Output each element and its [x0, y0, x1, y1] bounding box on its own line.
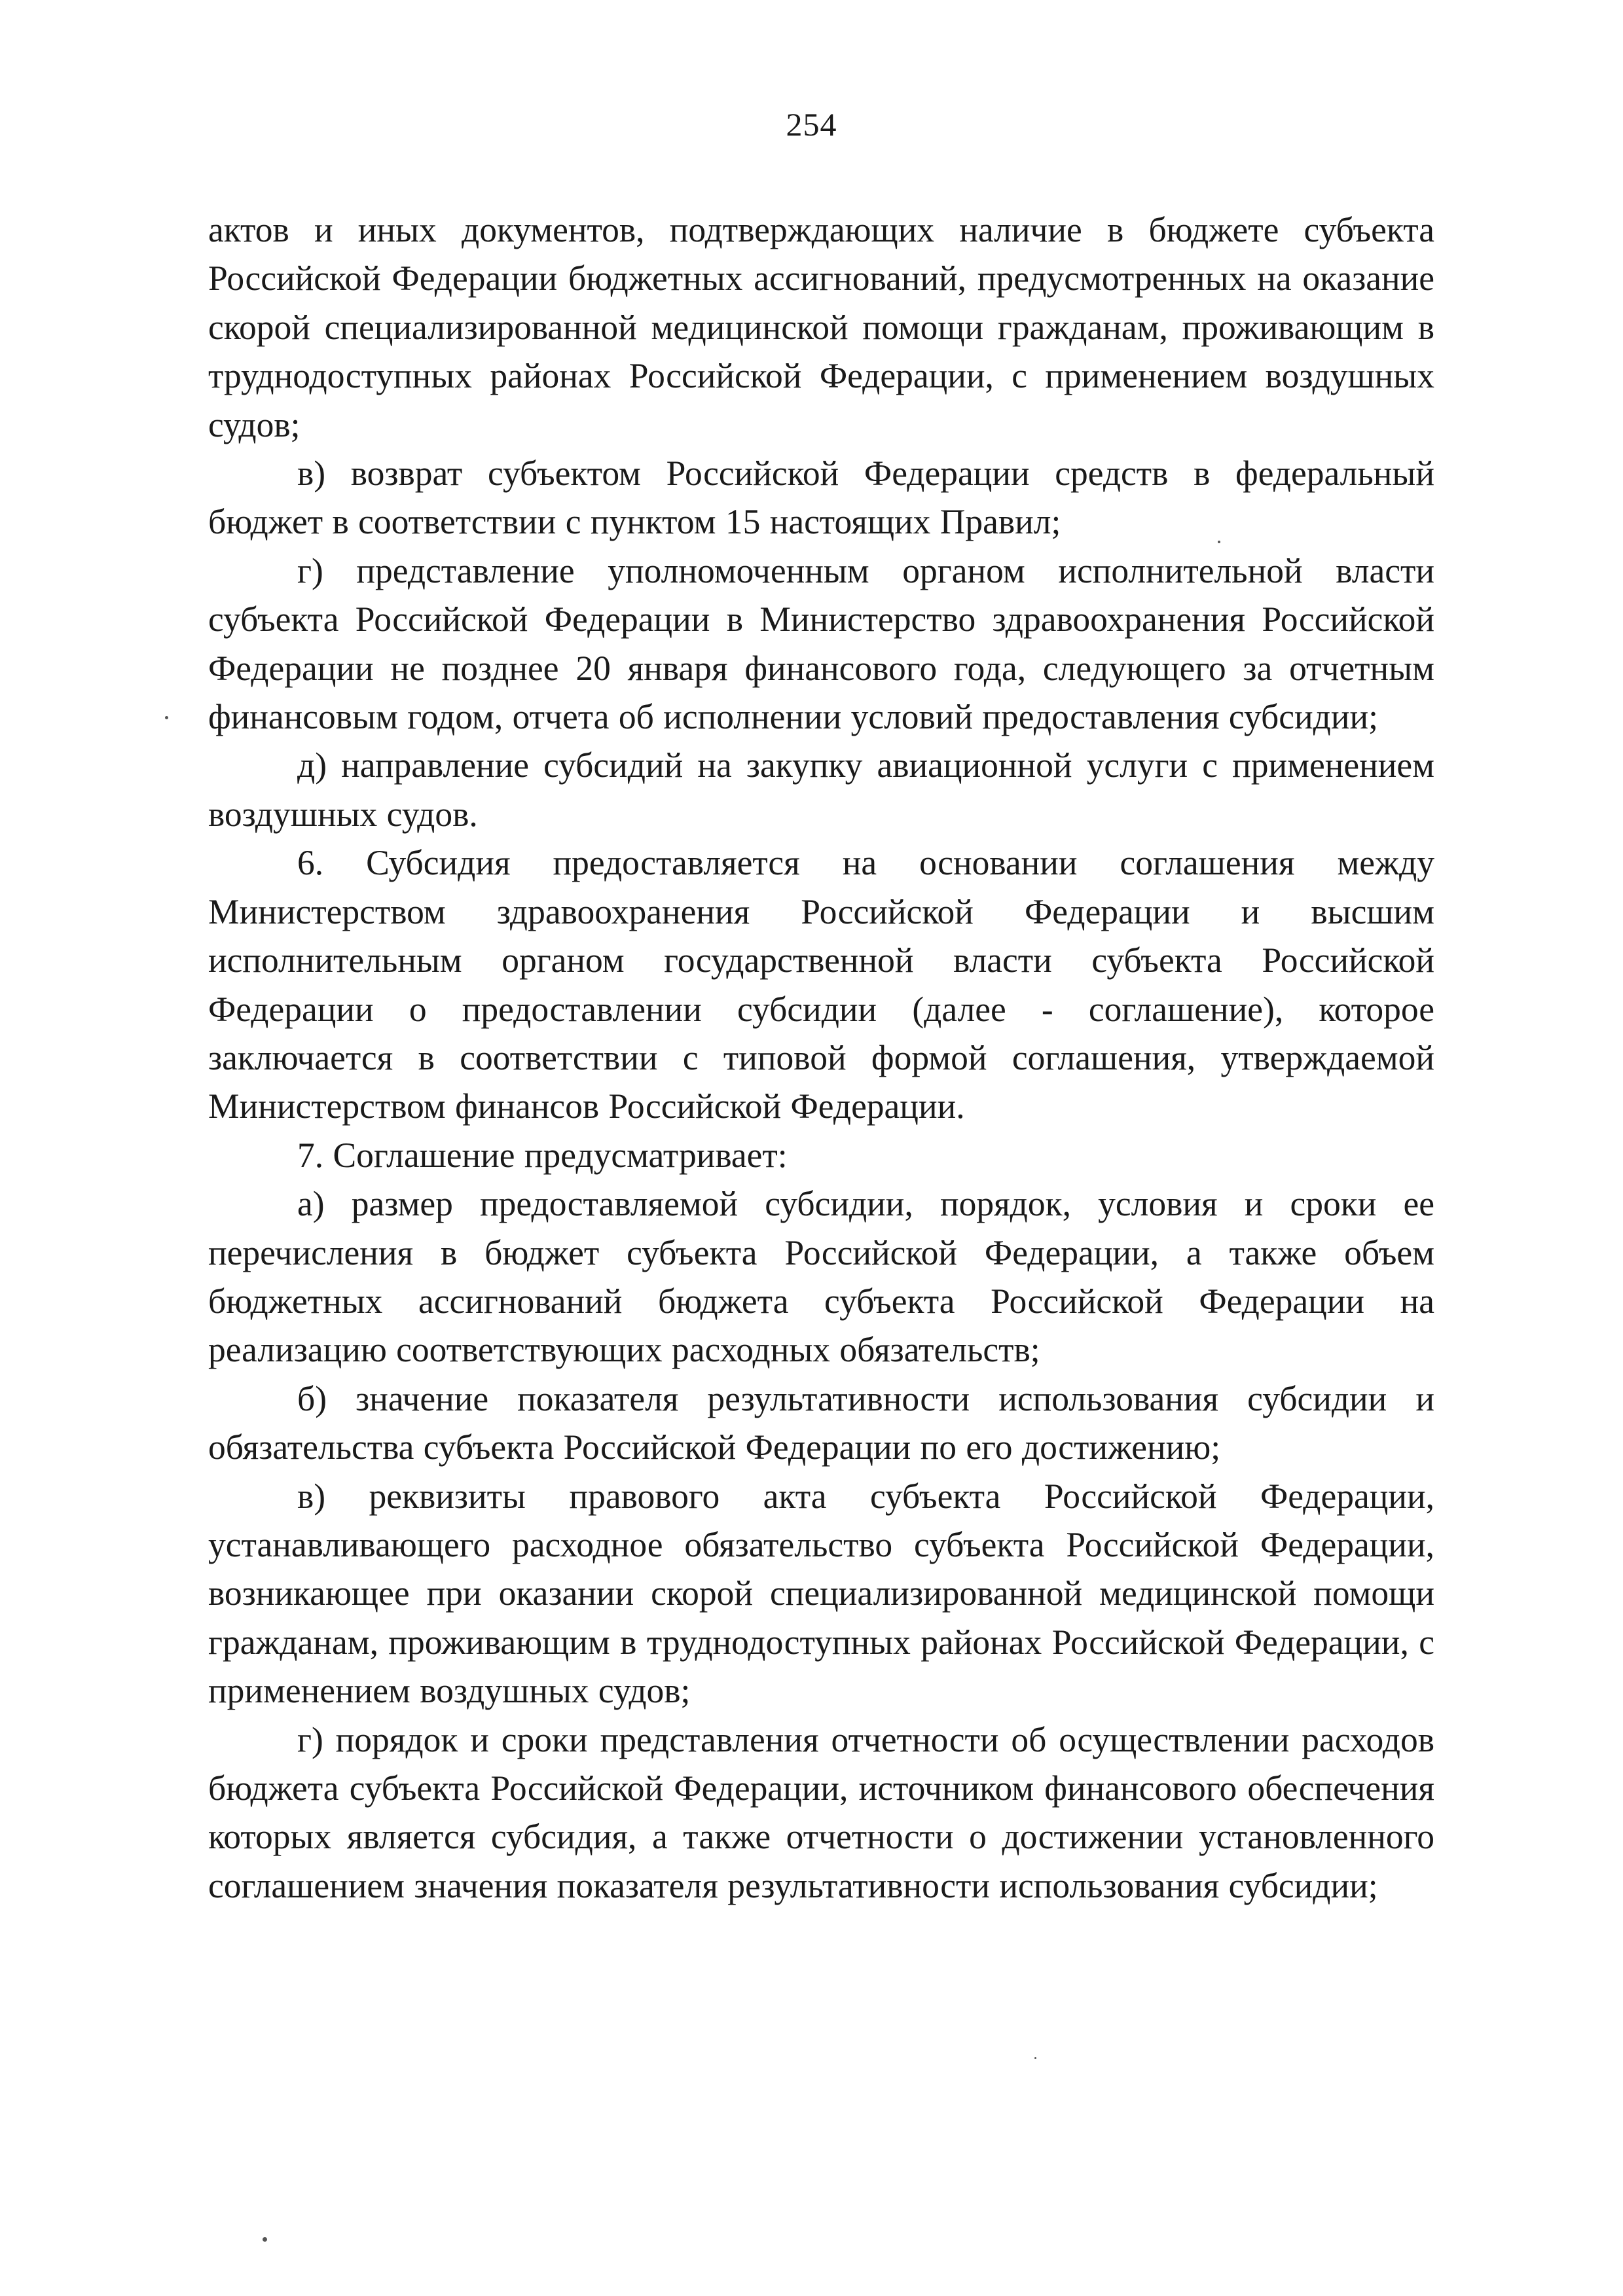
paragraph-item-a-subsidy-amount: а) размер предоставляемой субсидии, порядок, условия и сроки ее перечисления в бюджет субъекта Российской Федерации, а также объем бюджетных ассигнований бюджета субъекта Российской Федерации на реализацию соответствующих расходных обязательств;: [208, 1184, 1434, 1370]
paragraph-clause-7: 7. Соглашение предусматривает:: [297, 1135, 788, 1175]
paragraph-item-v-return-funds: в) возврат субъектом Российской Федерации средств в федеральный бюджет в соответствии с пунктом 15 настоящих Правил;: [208, 454, 1434, 542]
paragraph-item-g-report-submission: г) представление уполномоченным органом исполнительной власти субъекта Российской Федерации в Министерство здравоохранения Российской Федерации не позднее 20 января финансового года, следующего за отчетным финансовым годом, отчета об исполнении условий предоставления субсидии;: [208, 550, 1434, 737]
document-body: [208, 206, 1434, 1910]
scan-speck: [1218, 541, 1220, 543]
scan-speck: [165, 716, 168, 719]
paragraph-item-v-legal-act: в) реквизиты правового акта субъекта Российской Федерации, устанавливающего расходное обязательство субъекта Российской Федерации, возникающее при оказании скорой специализированной медицинской помощи гражданам, проживающим в труднодоступных районах Российской Федерации, с применением воздушных судов;: [208, 1476, 1434, 1711]
page-number: 254: [786, 106, 837, 143]
scan-speck: [1034, 2057, 1036, 2059]
paragraph-continuation: актов и иных документов, подтверждающих наличие в бюджете субъекта Российской Федерации бюджетных ассигнований, предусмотренных на оказание скорой специализированной медицинской помощи гражданам, проживающим в труднодоступных районах Российской Федерации, с применением воздушных судов;: [208, 210, 1434, 444]
scan-speck: [263, 2237, 267, 2242]
paragraph-item-g-reporting: г) порядок и сроки представления отчетности об осуществлении расходов бюджета субъекта Российской Федерации, источником финансового обеспечения которых является субсидия, а также отчетности о достижении установленного соглашением значения показателя результативности использования субсидии;: [208, 1719, 1434, 1905]
paragraph-item-d-aviation-service: д) направление субсидий на закупку авиационной услуги с применением воздушных судов.: [208, 745, 1434, 834]
paragraph-clause-6: 6. Субсидия предоставляется на основании соглашения между Министерством здравоохранения Российской Федерации и высшим исполнительным органом государственной власти субъекта Российской Федерации о предоставлении субсидии (далее - соглашение), которое заключается в соответствии с типовой формой соглашения, утверждаемой Министерством финансов Российской Федерации.: [208, 843, 1434, 1126]
paragraph-item-b-performance-indicator: б) значение показателя результативности использования субсидии и обязательства субъекта Российской Федерации по его достижению;: [208, 1378, 1434, 1467]
